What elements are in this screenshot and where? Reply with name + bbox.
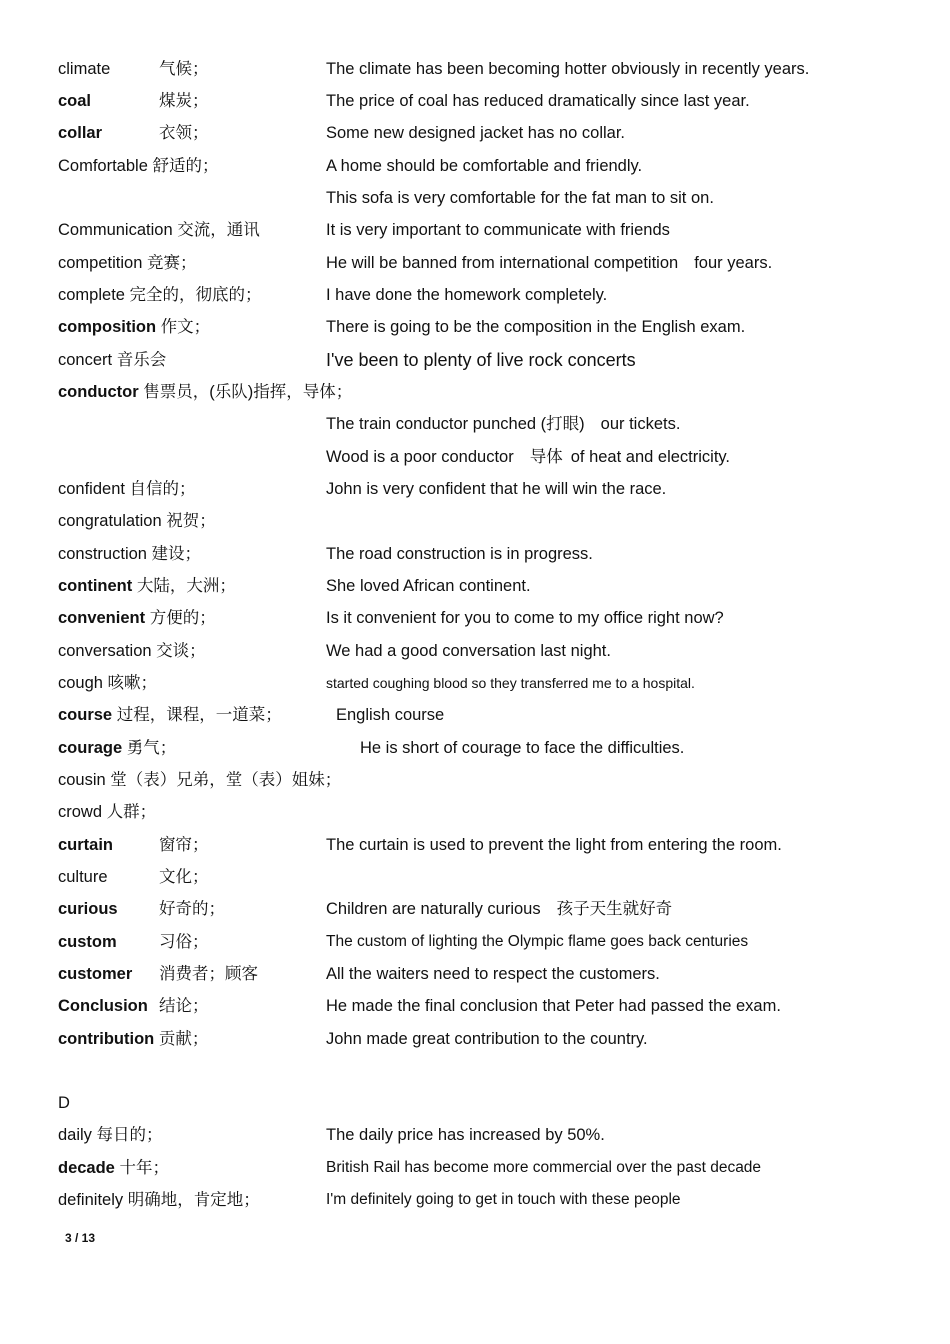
example-sentence: I've been to plenty of live rock concerts: [326, 350, 636, 370]
vocab-word: composition: [58, 318, 157, 336]
vocab-entry-row: [58, 928, 918, 956]
example-sentence: The road construction is in progress.: [326, 545, 593, 563]
vocab-entry-row: [58, 87, 918, 115]
vocab-entry-row: [58, 701, 918, 729]
example-sentence: started coughing blood so they transferred me to a hospital.: [326, 675, 695, 691]
section-letter: D: [58, 1094, 70, 1112]
vocab-word: courage: [58, 739, 123, 757]
vocab-word: course: [58, 706, 113, 724]
vocab-term: [58, 313, 210, 341]
example-sentence-part: 导体: [529, 448, 563, 466]
example-sentence: We had a good conversation last night.: [326, 642, 611, 660]
vocab-entry-row: [58, 313, 918, 341]
vocab-translation: 自信的；: [124, 480, 196, 498]
vocab-translation: 音乐会: [112, 351, 167, 369]
vocab-entry-row: [58, 410, 918, 438]
vocab-word: cousin: [58, 771, 106, 789]
vocab-entry-row: [58, 1121, 918, 1149]
example-sentence: The curtain is used to prevent the light from entering the room.: [326, 836, 782, 854]
vocab-term: [58, 152, 218, 180]
vocab-term: [58, 831, 113, 859]
example-sentence-part: four years.: [694, 254, 773, 272]
vocab-translation: 气候；: [159, 60, 209, 78]
vocab-translation: 售票员，(乐队)指挥，导体；: [138, 383, 353, 401]
vocab-entry-row: [58, 637, 918, 665]
vocab-word: conversation: [58, 642, 152, 660]
vocab-word: cough: [58, 674, 103, 692]
vocab-entry-row: [58, 55, 918, 83]
vocab-term: [58, 863, 108, 891]
example-sentence: The custom of lighting the Olympic flame goes back centuries: [326, 933, 749, 950]
example-sentence-part: 孩子天生就好奇: [556, 900, 673, 918]
vocab-translation: 过程，课程，一道菜；: [112, 706, 282, 724]
vocab-entry-row: [58, 152, 918, 180]
vocab-term: [58, 87, 91, 115]
vocab-term: [58, 507, 216, 535]
vocab-entry-row: [58, 992, 918, 1020]
example-sentence: The daily price has increased by 50%.: [326, 1126, 605, 1144]
vocab-translation: 结论；: [159, 997, 209, 1015]
vocab-term: [58, 766, 341, 794]
vocab-entry-row: [58, 378, 918, 406]
vocab-word: conductor: [58, 383, 139, 401]
vocab-term: [58, 249, 196, 277]
example-sentence: It is very important to communicate with friends: [326, 221, 670, 239]
vocab-entry-row: [58, 1025, 918, 1053]
vocab-entry-row: [58, 734, 918, 762]
vocab-entry-row: [58, 346, 918, 374]
vocab-translation: 十年；: [114, 1159, 169, 1177]
vocab-translation: 堂（表）兄弟，堂（表）姐妹；: [105, 771, 342, 789]
vocab-term: [58, 798, 156, 826]
vocab-word: curious: [58, 900, 118, 918]
vocab-translation: 竞赛；: [142, 254, 197, 272]
vocab-entry-row: [58, 863, 918, 891]
vocab-translation: 方便的；: [145, 609, 216, 627]
vocab-term: [58, 119, 102, 147]
example-sentence: John is very confident that he will win the race.: [326, 480, 667, 498]
vocab-translation: 衣领；: [159, 124, 209, 142]
vocab-entry-row: [58, 1186, 918, 1214]
example-sentence: The climate has been becoming hotter obviously in recently years.: [326, 60, 810, 78]
vocab-term: [58, 1154, 169, 1182]
example-sentence: This sofa is very comfortable for the fat man to sit on.: [326, 189, 714, 207]
example-sentence: She loved African continent.: [326, 577, 531, 595]
vocab-translation: 习俗；: [159, 933, 209, 951]
example-sentence: There is going to be the composition in the English exam.: [326, 318, 746, 336]
vocab-word: decade: [58, 1159, 115, 1177]
example-sentence: The train conductor punched (打眼) our tickets.: [326, 415, 681, 433]
example-sentence-part: of heat and electricity.: [570, 448, 731, 466]
page-number: 3 / 13: [65, 1231, 96, 1245]
example-sentence: Children are naturally curious 孩子天生就好奇: [326, 900, 673, 918]
vocab-translation: 舒适的；: [147, 157, 219, 175]
vocab-word: Conclusion: [58, 997, 148, 1015]
vocab-translation: 勇气；: [122, 739, 177, 757]
vocab-term: [58, 1121, 163, 1149]
vocab-word: coal: [58, 92, 92, 110]
vocab-entry-row: [58, 281, 918, 309]
vocab-term: [58, 475, 196, 503]
vocab-entry-row: [58, 1154, 918, 1182]
vocab-translation: 建设；: [146, 545, 202, 563]
vocab-entry-row: [58, 443, 918, 471]
vocab-entry-row: [58, 895, 918, 923]
vocab-term: [58, 701, 282, 729]
example-sentence: The price of coal has reduced dramatically since last year.: [326, 92, 750, 110]
vocab-term: [58, 540, 201, 568]
vocab-term: [58, 928, 117, 956]
vocab-entry-row: [58, 216, 918, 244]
vocab-translation: 贡献；: [154, 1030, 209, 1048]
vocab-word: climate: [58, 60, 111, 78]
example-sentence: All the waiters need to respect the customers.: [326, 965, 660, 983]
vocab-word: Comfortable: [58, 157, 148, 175]
vocab-entry-row: [58, 249, 918, 277]
example-sentence: He will be banned from international competition four years.: [326, 254, 773, 272]
vocab-translation: 消费者；顾客: [159, 965, 258, 983]
vocab-entry-row: [58, 119, 918, 147]
vocab-word: crowd: [58, 803, 103, 821]
vocab-entry-row: [58, 507, 918, 535]
vocab-word: daily: [58, 1126, 92, 1144]
vocab-translation: 咳嗽；: [102, 674, 158, 692]
vocab-word: contribution: [58, 1030, 155, 1048]
vocab-term: [58, 281, 262, 309]
vocab-term: [58, 346, 166, 374]
vocab-translation: 人群；: [102, 803, 157, 821]
vocab-term: [58, 1025, 208, 1053]
example-sentence: I have done the homework completely.: [326, 286, 608, 304]
vocab-entry-row: [58, 960, 918, 988]
vocab-word: congratulation: [58, 512, 162, 530]
example-sentence-part: our tickets.: [600, 415, 681, 433]
vocab-term: [58, 669, 157, 697]
vocab-translation: 完全的，彻底的；: [124, 286, 262, 304]
example-sentence: British Rail has become more commercial over the past decade: [326, 1159, 762, 1176]
vocab-term: [58, 604, 216, 632]
vocab-translation: 祝贺；: [161, 512, 216, 530]
vocab-term: [58, 216, 260, 244]
vocab-entry-row: [58, 540, 918, 568]
vocab-term: [58, 378, 352, 406]
vocab-term: [58, 992, 148, 1020]
vocab-translation: 明确地，肯定地；: [123, 1191, 260, 1209]
example-sentence: I'm definitely going to get in touch with these people: [326, 1191, 681, 1208]
example-sentence: Wood is a poor conductor 导体 of heat and electricity.: [326, 448, 731, 466]
vocab-word: Communication: [58, 221, 173, 239]
example-sentence: A home should be comfortable and friendly.: [326, 157, 643, 175]
vocab-term: [58, 55, 110, 83]
vocab-entry-row: [58, 766, 918, 794]
vocab-word: culture: [58, 868, 108, 886]
vocab-word: concert: [58, 351, 113, 369]
vocab-term: [58, 895, 118, 923]
vocab-word: collar: [58, 124, 103, 142]
vocab-word: definitely: [58, 1191, 124, 1209]
example-sentence: English course: [336, 706, 445, 724]
example-sentence: He is short of courage to face the difficulties.: [360, 739, 685, 757]
vocab-word: construction: [58, 545, 147, 563]
vocab-entry-row: [58, 572, 918, 600]
example-sentence: John made great contribution to the country.: [326, 1030, 648, 1048]
vocab-translation: 交谈；: [151, 642, 206, 660]
vocab-translation: 交流，通讯: [172, 221, 260, 239]
vocab-translation: 大陆，大洲；: [132, 577, 236, 595]
vocab-word: complete: [58, 286, 125, 304]
vocab-translation: 每日的；: [91, 1126, 163, 1144]
vocab-word: convenient: [58, 609, 146, 627]
vocab-translation: 好奇的；: [159, 900, 225, 918]
example-sentence: Some new designed jacket has no collar.: [326, 124, 626, 142]
vocab-entry-row: [58, 831, 918, 859]
vocab-word: continent: [58, 577, 133, 595]
vocab-term: [58, 572, 236, 600]
vocab-term: [58, 637, 206, 665]
vocab-entry-row: [58, 604, 918, 632]
vocab-term: [58, 960, 132, 988]
example-sentence: He made the final conclusion that Peter had passed the exam.: [326, 997, 781, 1015]
vocab-word: curtain: [58, 836, 114, 854]
vocab-word: competition: [58, 254, 143, 272]
example-sentence: Is it convenient for you to come to my office right now?: [326, 609, 724, 627]
vocab-entry-row: [58, 475, 918, 503]
vocab-entry-row: [58, 669, 918, 697]
vocab-word: custom: [58, 933, 117, 951]
vocab-translation: 窗帘；: [159, 836, 209, 854]
vocab-word: customer: [58, 965, 133, 983]
vocab-entry-row: [58, 184, 918, 212]
vocab-entry-row: [58, 798, 918, 826]
vocab-translation: 煤炭；: [159, 92, 209, 110]
vocab-word: confident: [58, 480, 125, 498]
vocab-term: [58, 734, 176, 762]
vocab-term: [58, 1186, 260, 1214]
vocab-translation: 作文；: [156, 318, 211, 336]
vocab-translation: 文化；: [159, 868, 209, 886]
